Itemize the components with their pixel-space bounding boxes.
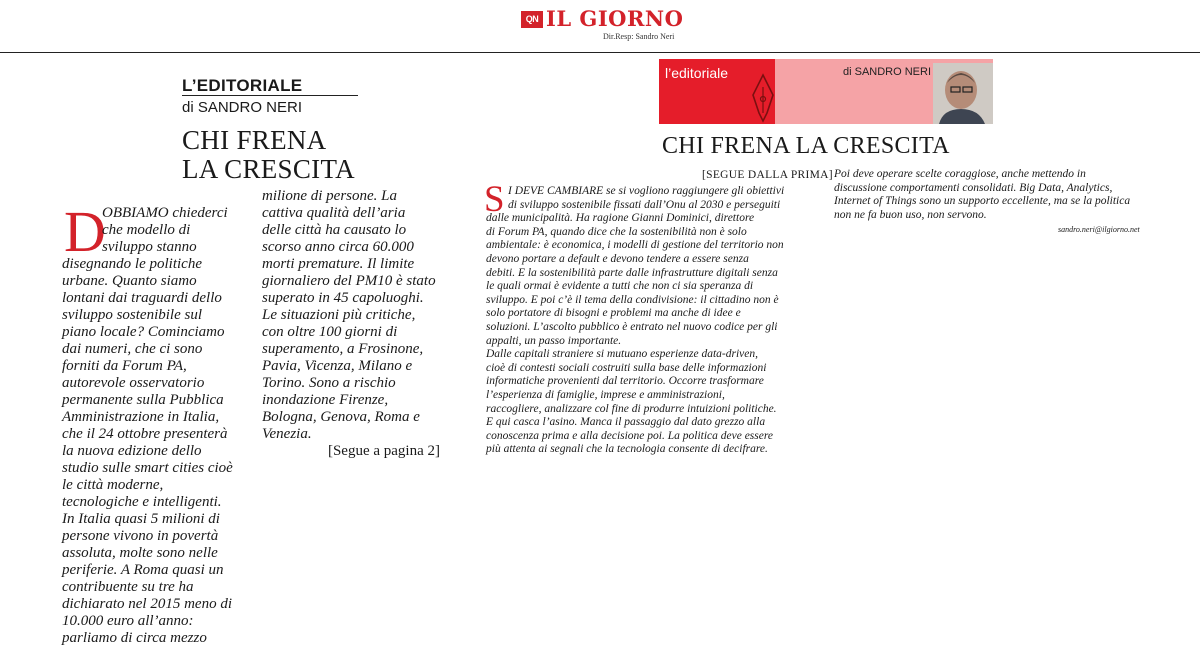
text-line: che modello di <box>102 222 191 238</box>
text-line: Pavia, Vicenza, Milano e <box>262 358 413 374</box>
text-line: con oltre 100 giorni di <box>262 324 398 340</box>
text-line: sviluppo. E poi c’è il tema della condivisione: il cittadino non è <box>486 293 779 306</box>
text-line: che il 24 ottobre presenterà <box>62 426 228 442</box>
text-line: scorso anno circa 60.000 <box>262 239 414 255</box>
text-line: piano locale? Cominciamo <box>62 324 225 340</box>
text-line: dai numeri, che ci sono <box>62 341 203 357</box>
text-line: l’esperienza di famiglie, imprese e amministrazioni, <box>486 388 725 401</box>
continued-note: [Segue a pagina 2] <box>327 443 440 459</box>
text-line: inondazione Firenze, <box>262 392 389 408</box>
text-line: contribuente su tre ha <box>62 579 194 595</box>
text-line: di Forum PA, quando dice che la sostenibilità non è solo <box>486 225 747 238</box>
editorial-divider <box>182 95 358 96</box>
text-line: lontani dai traguardi dello <box>62 290 222 306</box>
text-line: OBBIAMO chiederci <box>102 205 228 221</box>
text-line: dalle municipalità. Ha ragione Gianni Dominici, direttore <box>486 212 755 225</box>
text-line: Dalle capitali straniere si mutuano esperienze data-driven, <box>486 348 759 361</box>
text-line: discussione comportamenti consolidati. Big Data, Analytics, <box>834 181 1113 194</box>
text-line: le quali ormai è evidente a tutti che non ci sia speranza di <box>486 280 754 293</box>
text-line: soluzioni. L’ascolto pubblico è entrato nel nuovo codice per gli <box>486 320 778 333</box>
text-line: sviluppo sostenibile sul <box>62 307 202 323</box>
text-line: di sviluppo sostenibile fissati dall’Onu al 2030 e perseguiti <box>508 198 781 211</box>
article-column-right-2 <box>834 168 1164 222</box>
director-credit: Dir.Resp: Sandro Neri <box>603 32 675 41</box>
text-line: informatiche provenienti dal territorio. Occorre trasformare <box>486 375 764 388</box>
banner-label: l’editoriale <box>665 65 729 81</box>
text-line: Bologna, Genova, Roma e <box>262 409 420 425</box>
text-line: superato in 45 capoluoghi. <box>262 290 424 306</box>
author-email: sandro.neri@ilgiorno.net <box>1058 225 1140 234</box>
text-line: appalti, un passo importante. <box>486 334 622 347</box>
text-line: Internet of Things sono un supporto eccellente, ma se la politica <box>834 195 1131 208</box>
editorial-title-right: CHI FRENA LA CRESCITA <box>662 133 950 159</box>
editorial-banner <box>659 59 993 124</box>
text-line: disegnando le politiche <box>62 256 202 272</box>
text-line: dichiarato nel 2015 meno di <box>62 596 232 612</box>
article-column-right-1 <box>486 185 816 457</box>
article-column-1 <box>62 199 252 647</box>
text-line: Poi deve operare scelte coraggiose, anche mettendo in <box>834 168 1086 180</box>
drop-cap: D <box>64 199 106 264</box>
newspaper-logo: IL GIORNO <box>546 6 684 31</box>
text-line: debiti. E la sostenibilità parte dalle infrastrutture digitali senza <box>486 266 778 279</box>
article-column-2 <box>262 188 440 460</box>
text-line: tecnologiche e intelligenti. <box>62 494 222 510</box>
text-line: I DEVE CAMBIARE se si vogliono raggiungere gli obiettivi <box>508 185 785 197</box>
text-line: studio sulle smart cities cioè <box>62 460 233 476</box>
drop-cap: S <box>484 179 505 220</box>
text-line: 10.000 euro all’anno: <box>62 613 194 629</box>
title-line: LA CRESCITA <box>182 154 355 184</box>
text-line: solo portatore di bisogni e problemi ma anche di idee e <box>486 307 741 320</box>
text-line: E qui casca l’asino. Manca il passaggio dal dato grezzo alla <box>486 416 766 429</box>
text-line: In Italia quasi 5 milioni di <box>62 511 220 527</box>
text-line: autorevole osservatorio <box>62 375 205 391</box>
text-line: periferie. A Roma quasi un <box>62 562 224 578</box>
text-line: cioè di contesti sociali costruiti sulla base delle informazioni <box>486 361 767 374</box>
banner-author: di SANDRO NERI <box>843 66 932 78</box>
text-line: Torino. Sono a rischio <box>262 375 396 391</box>
text-line: devono portare a default e devono tendere a essere senza <box>486 252 749 265</box>
text-line: Amministrazione in Italia, <box>62 409 220 425</box>
logo-badge: QN <box>521 11 543 28</box>
editorial-label: L’EDITORIALE <box>182 76 303 95</box>
text-line: raccogliere, analizzare col fine di produrre intuizioni politiche. <box>486 402 777 415</box>
text-line: persone vivono in povertà <box>62 528 219 544</box>
text-line: morti premature. Il limite <box>262 256 415 272</box>
text-line: ambientale: è economica, i modelli di gestione del territorio non <box>486 239 784 252</box>
text-line: più attenta ai segnali che la tecnologia consente di decifrare. <box>486 443 768 456</box>
text-line: conoscenza prima e alla decisione poi. La politica deve essere <box>486 429 774 442</box>
text-line: milione di persone. La <box>262 188 397 204</box>
editorial-author: di SANDRO NERI <box>182 99 303 116</box>
text-line: non ne fa buon uso, non servono. <box>834 208 987 221</box>
continued-from-front-note: [SEGUE DALLA PRIMA] <box>702 169 833 181</box>
text-line: cattiva qualità dell’aria <box>262 205 406 221</box>
text-line: la nuova edizione dello <box>62 443 202 459</box>
text-line: forniti da Forum PA, <box>62 358 187 374</box>
text-line: assoluta, molte sono nelle <box>62 545 218 561</box>
text-line: sviluppo stanno <box>102 239 197 255</box>
text-line: urbane. Quanto siamo <box>62 273 197 289</box>
author-photo <box>933 63 993 124</box>
text-line: le città moderne, <box>62 477 164 493</box>
text-line: parliamo di circa mezzo <box>62 630 207 646</box>
text-line: superamento, a Frosinone, <box>262 341 424 357</box>
text-line: Le situazioni più critiche, <box>262 307 416 323</box>
text-line: delle città ha causato lo <box>262 222 407 238</box>
fountain-pen-icon <box>743 73 783 123</box>
title-line: CHI FRENA <box>182 125 327 155</box>
editorial-title <box>182 126 355 184</box>
text-line: giornaliero del PM10 è stato <box>262 273 436 289</box>
text-line: Venezia. <box>262 426 312 442</box>
text-line: permanente sulla Pubblica <box>62 392 224 408</box>
